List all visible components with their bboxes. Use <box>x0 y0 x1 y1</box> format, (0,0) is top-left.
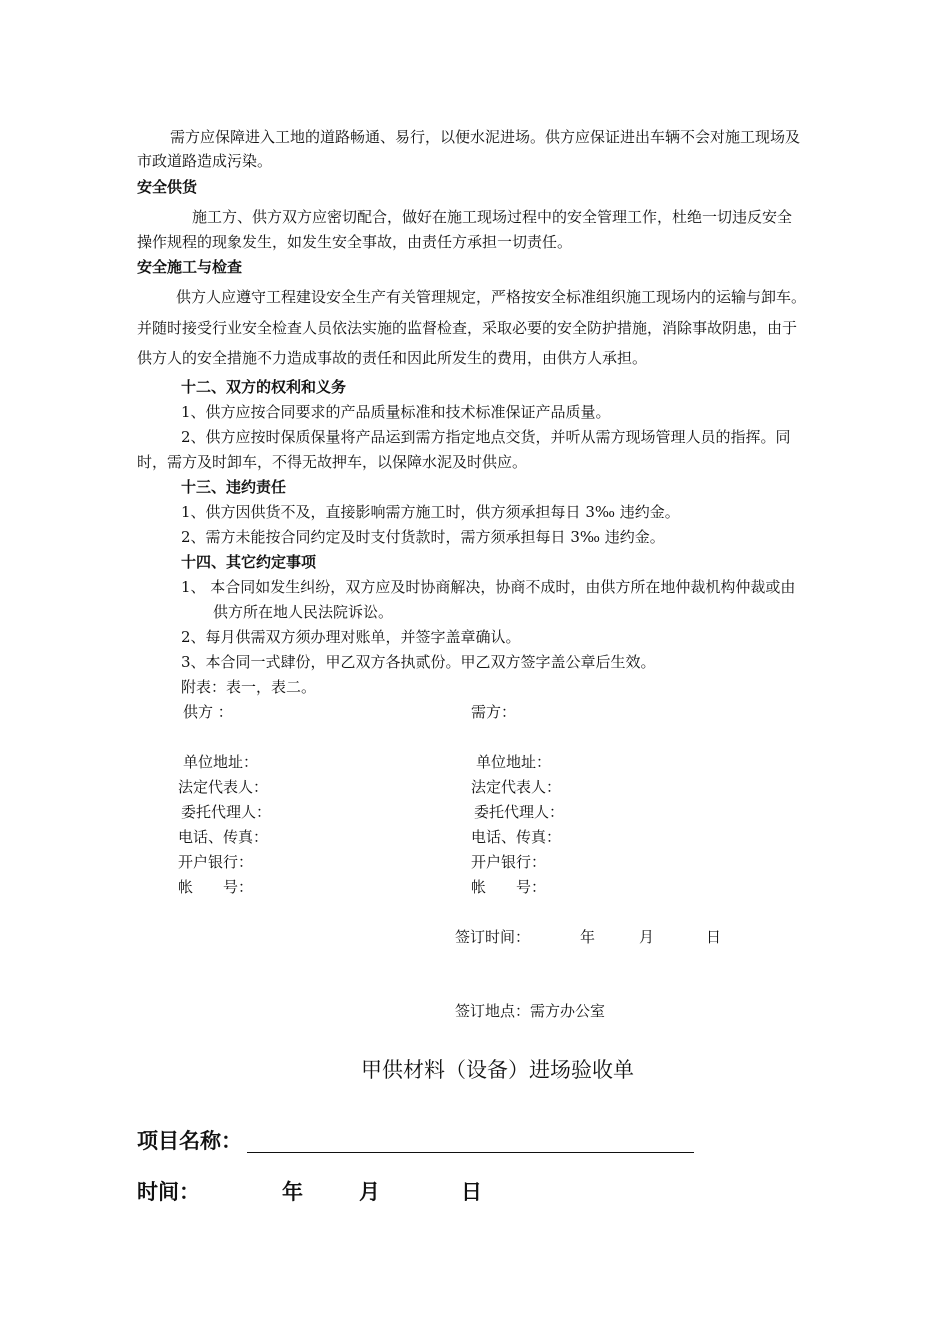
section-14-item-2: 2、每月供需双方须办理对账单，并签字盖章确认。 <box>181 628 521 646</box>
safe-construction-line-3: 供方人的安全措施不力造成事故的责任和因此所发生的费用，由供方人承担。 <box>137 349 648 367</box>
section-14-item-3: 3、本合同一式肆份，甲乙双方各执贰份。甲乙双方签字盖公章后生效。 <box>181 653 656 671</box>
section-12-item-2-line-1: 2、供方应按时保质保量将产品运到需方指定地点交货，并听从需方现场管理人员的指挥。同 <box>181 428 791 446</box>
section-14-item-1-line-1: 1、 本合同如发生纠纷，双方应及时协商解决，协商不成时，由供方所在地仲裁机构仲裁或由 <box>181 578 796 596</box>
buyer-legal-rep: 法定代表人： <box>471 778 562 796</box>
section-12-heading: 十二、双方的权利和义务 <box>181 378 347 396</box>
section-12-item-2-line-2: 时，需方及时卸车，不得无故押车，以保障水泥及时供应。 <box>137 453 528 471</box>
buyer-account: 帐 号： <box>471 878 547 896</box>
sign-place: 签订地点：需方办公室 <box>455 1002 606 1020</box>
safe-supply-line-1: 施工方、供方双方应密切配合，做好在施工现场过程中的安全管理工作，杜绝一切违反安全 <box>192 208 793 226</box>
section-12-item-1: 1、供方应按合同要求的产品质量标准和技术标准保证产品质量。 <box>181 403 611 421</box>
form-time-day: 日 <box>461 1180 482 1204</box>
project-name-label: 项目名称： <box>137 1129 242 1153</box>
supplier-address: 单位地址： <box>183 753 259 771</box>
buyer-bank: 开户银行： <box>471 853 547 871</box>
buyer-phone-fax: 电话、传真： <box>471 828 562 846</box>
buyer-label: 需方： <box>471 703 517 721</box>
form-time-label: 时间： <box>137 1180 200 1204</box>
form-time-year: 年 <box>282 1180 303 1204</box>
form-time-month: 月 <box>359 1180 380 1204</box>
safe-construction-heading: 安全施工与检查 <box>137 258 243 276</box>
safe-supply-line-2: 操作规程的现象发生，如发生安全事故，由责任方承担一切责任。 <box>137 233 573 251</box>
buyer-address: 单位地址： <box>476 753 552 771</box>
delivery-line-1: 需方应保障进入工地的道路畅通、易行，以便水泥进场。供方应保证进出车辆不会对施工现场及 <box>170 128 801 146</box>
sign-time-year: 年 <box>580 928 596 946</box>
section-13-item-2: 2、需方未能按合同约定及时支付货款时，需方须承担每日 3‰ 违约金。 <box>181 528 665 546</box>
section-13-item-1: 1、供方因供货不及，直接影响需方施工时，供方须承担每日 3‰ 违约金。 <box>181 503 680 521</box>
section-14-heading: 十四、其它约定事项 <box>181 553 317 571</box>
supplier-legal-rep: 法定代表人： <box>178 778 269 796</box>
sign-time-day: 日 <box>706 928 722 946</box>
supplier-agent: 委托代理人： <box>181 803 272 821</box>
section-13-heading: 十三、违约责任 <box>181 478 287 496</box>
safe-construction-line-1: 供方人应遵守工程建设安全生产有关管理规定，严格按安全标准组织施工现场内的运输与卸车。 <box>176 288 807 306</box>
supplier-account: 帐 号： <box>178 878 254 896</box>
safe-supply-heading: 安全供货 <box>137 178 198 196</box>
supplier-label: 供方 ： <box>183 703 233 721</box>
sign-time-month: 月 <box>639 928 655 946</box>
supplier-phone-fax: 电话、传真： <box>178 828 269 846</box>
section-14-item-1-line-2: 供方所在地人民法院诉讼。 <box>213 603 394 621</box>
buyer-agent: 委托代理人： <box>474 803 565 821</box>
supplier-bank: 开户银行： <box>178 853 254 871</box>
safe-construction-line-2: 并随时接受行业安全检查人员依法实施的监督检查，采取必要的安全防护措施，消除事故阴患，由于 <box>137 319 798 337</box>
project-name-blank[interactable] <box>247 1133 694 1153</box>
delivery-line-2: 市政道路造成污染。 <box>137 152 273 170</box>
section-14-attachment: 附表：表一，表二。 <box>181 678 317 696</box>
form-title: 甲供材料（设备）进场验收单 <box>361 1058 634 1082</box>
sign-time-label: 签订时间： <box>455 928 531 946</box>
